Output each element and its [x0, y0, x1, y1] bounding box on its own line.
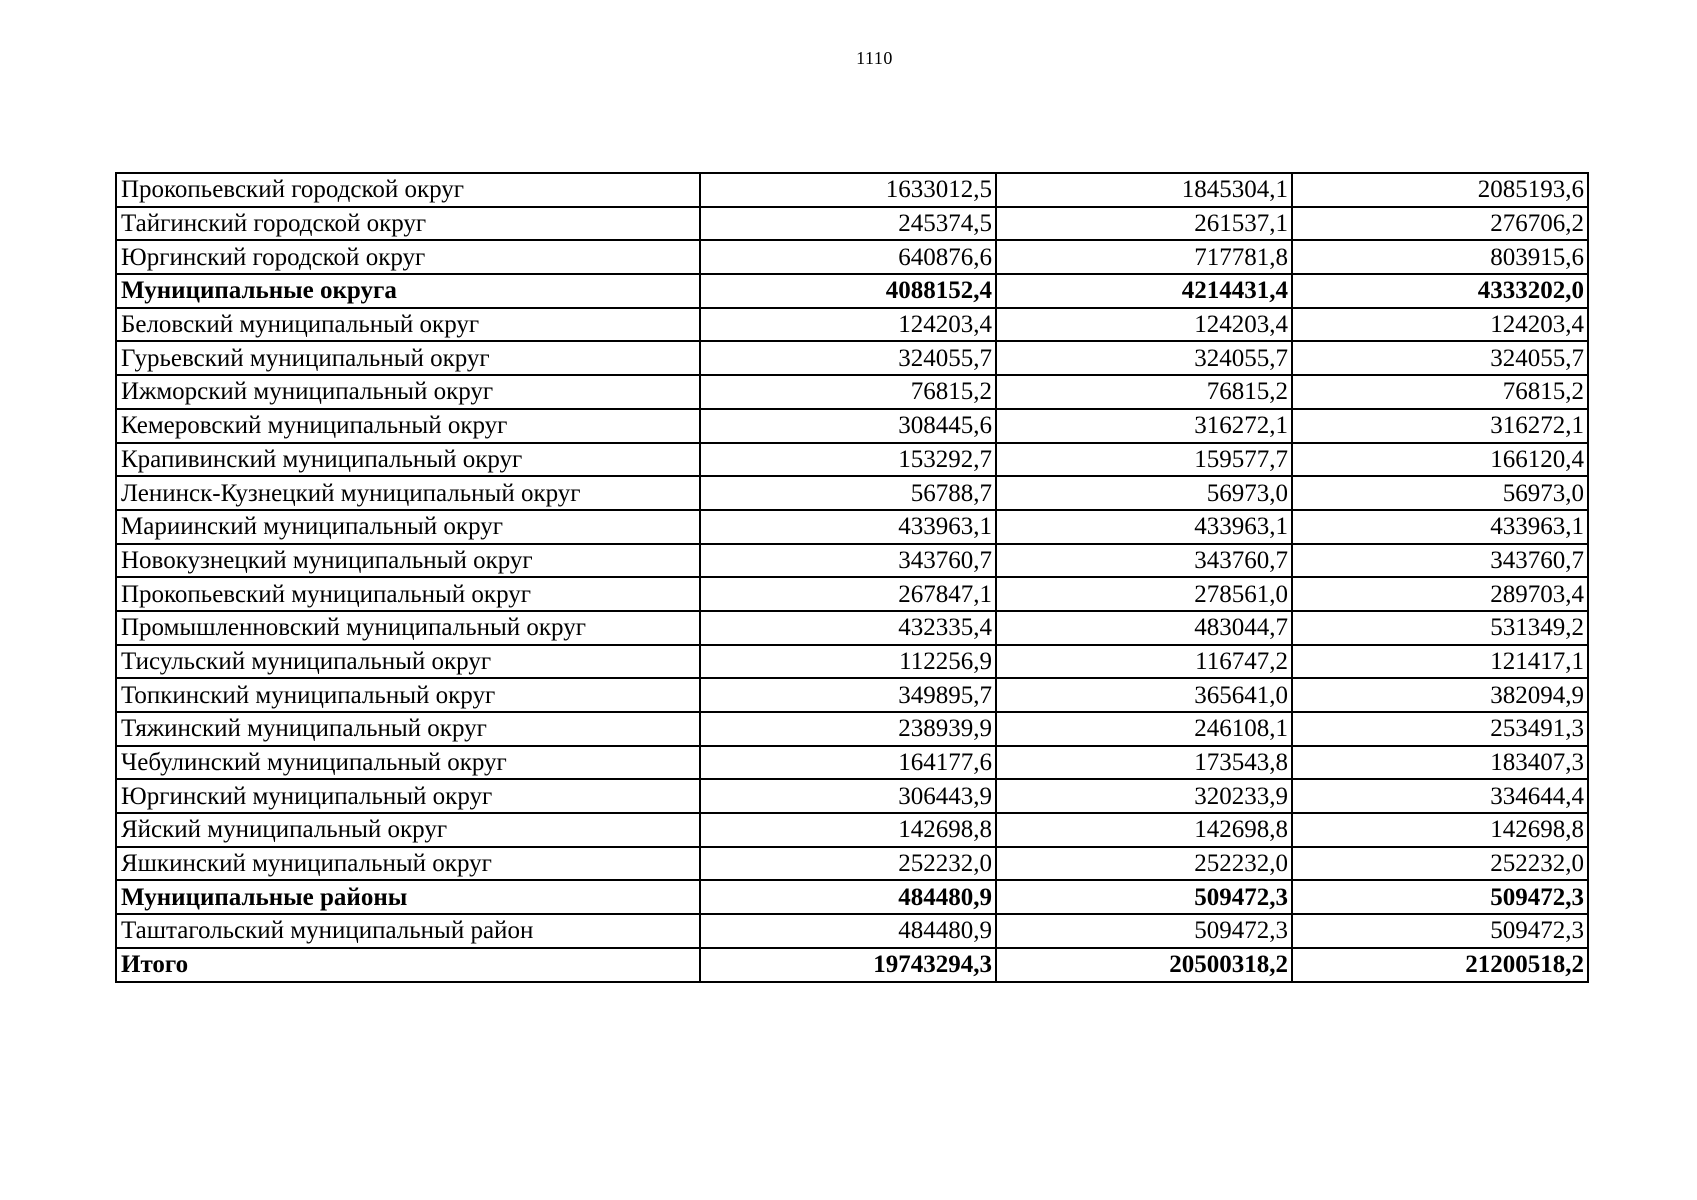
- table-row: [116, 544, 1588, 578]
- municipality-name-cell: Прокопьевский муниципальный округ: [116, 577, 700, 611]
- municipality-name-cell: Мариинский муниципальный округ: [116, 510, 700, 544]
- value-cell-2: 1845304,1: [996, 173, 1292, 207]
- value-cell-1: 112256,9: [700, 645, 996, 679]
- municipality-name-cell: Тайгинский городской округ: [116, 207, 700, 241]
- value-cell-2: 717781,8: [996, 240, 1292, 274]
- table-row: [116, 409, 1588, 443]
- value-cell-1: 308445,6: [700, 409, 996, 443]
- table-row: [116, 611, 1588, 645]
- value-cell-3: 509472,3: [1292, 880, 1588, 914]
- table-row: [116, 207, 1588, 241]
- value-cell-2: 252232,0: [996, 847, 1292, 881]
- municipality-name-cell: Новокузнецкий муниципальный округ: [116, 544, 700, 578]
- value-cell-2: 261537,1: [996, 207, 1292, 241]
- municipality-name-cell: Чебулинский муниципальный округ: [116, 746, 700, 780]
- value-cell-1: 349895,7: [700, 678, 996, 712]
- value-cell-2: 509472,3: [996, 880, 1292, 914]
- table-row-total: [116, 274, 1588, 308]
- value-cell-3: 289703,4: [1292, 577, 1588, 611]
- value-cell-3: 166120,4: [1292, 443, 1588, 477]
- value-cell-1: 164177,6: [700, 746, 996, 780]
- value-cell-2: 76815,2: [996, 375, 1292, 409]
- value-cell-3: 124203,4: [1292, 308, 1588, 342]
- table-row: [116, 577, 1588, 611]
- value-cell-1: 267847,1: [700, 577, 996, 611]
- value-cell-2: 316272,1: [996, 409, 1292, 443]
- value-cell-2: 509472,3: [996, 914, 1292, 948]
- table-row: [116, 813, 1588, 847]
- value-cell-1: 324055,7: [700, 341, 996, 375]
- table-row-total: [116, 880, 1588, 914]
- municipality-name-cell: Муниципальные округа: [116, 274, 700, 308]
- municipality-name-cell: Промышленновский муниципальный округ: [116, 611, 700, 645]
- value-cell-2: 433963,1: [996, 510, 1292, 544]
- value-cell-1: 153292,7: [700, 443, 996, 477]
- value-cell-3: 803915,6: [1292, 240, 1588, 274]
- table-row: [116, 678, 1588, 712]
- municipality-name-cell: Кемеровский муниципальный округ: [116, 409, 700, 443]
- value-cell-1: 433963,1: [700, 510, 996, 544]
- municipality-name-cell: Таштагольский муниципальный район: [116, 914, 700, 948]
- value-cell-2: 343760,7: [996, 544, 1292, 578]
- value-cell-2: 365641,0: [996, 678, 1292, 712]
- value-cell-1: 142698,8: [700, 813, 996, 847]
- value-cell-1: 76815,2: [700, 375, 996, 409]
- value-cell-2: 142698,8: [996, 813, 1292, 847]
- table-row: [116, 443, 1588, 477]
- value-cell-2: 20500318,2: [996, 948, 1292, 982]
- table-row: [116, 375, 1588, 409]
- table-row: [116, 712, 1588, 746]
- value-cell-1: 484480,9: [700, 914, 996, 948]
- value-cell-2: 4214431,4: [996, 274, 1292, 308]
- value-cell-1: 19743294,3: [700, 948, 996, 982]
- value-cell-2: 159577,7: [996, 443, 1292, 477]
- table-row: [116, 510, 1588, 544]
- municipality-name-cell: Беловский муниципальный округ: [116, 308, 700, 342]
- value-cell-1: 238939,9: [700, 712, 996, 746]
- value-cell-3: 343760,7: [1292, 544, 1588, 578]
- table-row: [116, 308, 1588, 342]
- value-cell-3: 4333202,0: [1292, 274, 1588, 308]
- value-cell-3: 433963,1: [1292, 510, 1588, 544]
- value-cell-3: 253491,3: [1292, 712, 1588, 746]
- value-cell-3: 531349,2: [1292, 611, 1588, 645]
- value-cell-1: 1633012,5: [700, 173, 996, 207]
- value-cell-2: 246108,1: [996, 712, 1292, 746]
- value-cell-3: 316272,1: [1292, 409, 1588, 443]
- value-cell-1: 343760,7: [700, 544, 996, 578]
- value-cell-2: 124203,4: [996, 308, 1292, 342]
- municipality-name-cell: Ижморский муниципальный округ: [116, 375, 700, 409]
- value-cell-1: 245374,5: [700, 207, 996, 241]
- value-cell-1: 432335,4: [700, 611, 996, 645]
- value-cell-1: 306443,9: [700, 779, 996, 813]
- value-cell-2: 56973,0: [996, 476, 1292, 510]
- municipality-name-cell: Тисульский муниципальный округ: [116, 645, 700, 679]
- table-row: [116, 476, 1588, 510]
- municipality-name-cell: Крапивинский муниципальный округ: [116, 443, 700, 477]
- value-cell-1: 484480,9: [700, 880, 996, 914]
- value-cell-3: 142698,8: [1292, 813, 1588, 847]
- value-cell-3: 382094,9: [1292, 678, 1588, 712]
- value-cell-3: 509472,3: [1292, 914, 1588, 948]
- value-cell-3: 252232,0: [1292, 847, 1588, 881]
- value-cell-3: 56973,0: [1292, 476, 1588, 510]
- value-cell-2: 116747,2: [996, 645, 1292, 679]
- municipality-name-cell: Яйский муниципальный округ: [116, 813, 700, 847]
- table-body: [116, 173, 1588, 982]
- municipality-name-cell: Муниципальные районы: [116, 880, 700, 914]
- municipality-name-cell: Юргинский городской округ: [116, 240, 700, 274]
- table-row: [116, 240, 1588, 274]
- municipality-name-cell: Топкинский муниципальный округ: [116, 678, 700, 712]
- municipality-name-cell: Юргинский муниципальный округ: [116, 779, 700, 813]
- table-row: [116, 746, 1588, 780]
- value-cell-3: 324055,7: [1292, 341, 1588, 375]
- municipality-name-cell: Прокопьевский городской округ: [116, 173, 700, 207]
- value-cell-1: 124203,4: [700, 308, 996, 342]
- municipality-name-cell: Яшкинский муниципальный округ: [116, 847, 700, 881]
- value-cell-3: 2085193,6: [1292, 173, 1588, 207]
- municipality-name-cell: Гурьевский муниципальный округ: [116, 341, 700, 375]
- table-row: [116, 779, 1588, 813]
- value-cell-3: 21200518,2: [1292, 948, 1588, 982]
- value-cell-3: 121417,1: [1292, 645, 1588, 679]
- value-cell-3: 276706,2: [1292, 207, 1588, 241]
- value-cell-2: 173543,8: [996, 746, 1292, 780]
- value-cell-2: 320233,9: [996, 779, 1292, 813]
- table-row: [116, 914, 1588, 948]
- table-row-total: [116, 948, 1588, 982]
- municipality-name-cell: Итого: [116, 948, 700, 982]
- table-row: [116, 341, 1588, 375]
- value-cell-3: 334644,4: [1292, 779, 1588, 813]
- value-cell-1: 640876,6: [700, 240, 996, 274]
- table-row: [116, 645, 1588, 679]
- municipality-name-cell: Ленинск-Кузнецкий муниципальный округ: [116, 476, 700, 510]
- value-cell-3: 183407,3: [1292, 746, 1588, 780]
- value-cell-2: 483044,7: [996, 611, 1292, 645]
- municipality-name-cell: Тяжинский муниципальный округ: [116, 712, 700, 746]
- value-cell-3: 76815,2: [1292, 375, 1588, 409]
- value-cell-2: 324055,7: [996, 341, 1292, 375]
- budget-table: [115, 172, 1589, 983]
- value-cell-2: 278561,0: [996, 577, 1292, 611]
- value-cell-1: 252232,0: [700, 847, 996, 881]
- value-cell-1: 4088152,4: [700, 274, 996, 308]
- table-row: [116, 173, 1588, 207]
- table-row: [116, 847, 1588, 881]
- value-cell-1: 56788,7: [700, 476, 996, 510]
- page-number: 1110: [856, 48, 893, 68]
